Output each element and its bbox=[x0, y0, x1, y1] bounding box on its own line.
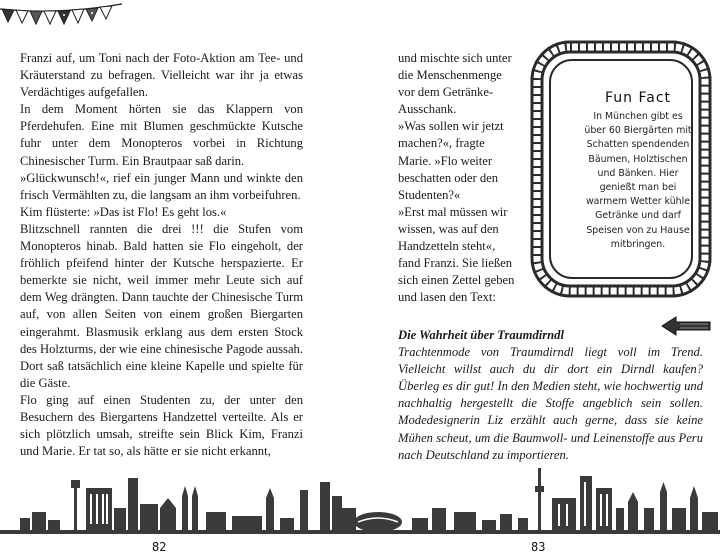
page-number-left: 82 bbox=[152, 540, 167, 554]
paragraph: »Glückwunsch!«, rief ein junger Mann und winkte den frisch Vermählten zu, die langsam an ihm vorbeifuhren. bbox=[20, 170, 303, 202]
paragraph: Franzi auf, um Toni nach der Foto-Aktion am Tee- und Kräuterstand zu befragen. Vielleicht war ihr ja etwas Verdächtiges aufgefallen. bbox=[20, 51, 303, 100]
fun-fact-title: Fun Fact bbox=[604, 90, 672, 106]
left-page-text bbox=[20, 50, 303, 460]
bunting-decoration bbox=[0, 0, 125, 28]
fun-fact-line: mitbringen. bbox=[610, 238, 666, 250]
article-heading: Die Wahrheit über Traumdirndl bbox=[398, 328, 564, 342]
paragraph: »Was sollen wir jetzt machen?«, fragte Marie. »Flo weiter beschatten oder den Studenten?« bbox=[398, 119, 504, 202]
fun-fact-line: warmem Wetter kühle bbox=[586, 196, 690, 208]
fun-fact-line: und Bänken. Hier bbox=[597, 167, 679, 179]
fun-fact-line: In München gibt es bbox=[593, 111, 683, 122]
right-page-text bbox=[398, 50, 518, 306]
paragraph: und mischte sich unter die Menschenmenge vor dem Getränke-Ausschank. bbox=[398, 51, 512, 117]
paragraph: Kim flüsterte: »Das ist Flo! Es geht los.« bbox=[20, 204, 227, 219]
fun-fact-line: Speisen von zu Hause bbox=[586, 224, 690, 236]
paragraph: In dem Moment hörten sie das Klappern von Pferdehufen. Eine mit Blumen geschmückte Kutsche fuhr unter dem Monopteros vorbei in Richtung Chinesischer Turm. Ein Brautpaar saß darin. bbox=[20, 102, 303, 168]
fun-fact-line: Schatten spendenden bbox=[586, 139, 690, 151]
munich-skyline-illustration bbox=[0, 468, 720, 540]
paragraph: Flo ging auf einen Studenten zu, der unter den Besuchern des Biergartens Handzettel verteilte. Als er sich plötzlich umsah, streifte sein Blick Kim, Franzi und Marie. Er tat so, als hätte er sie nicht erkannt, bbox=[20, 392, 303, 459]
handout-article bbox=[398, 327, 703, 464]
fun-fact-line: Getränke und darf bbox=[595, 210, 681, 222]
fun-fact-box bbox=[567, 90, 709, 252]
fun-fact-line: Bäumen, Holztischen bbox=[588, 153, 688, 165]
fun-fact-line: über 60 Biergärten mit bbox=[584, 125, 692, 137]
fun-fact-line: genießt man bei bbox=[599, 182, 677, 194]
article-body: Trachtenmode von Traumdirndl liegt voll im Trend. Vielleicht willst auch du dir dort ein Dirndl kaufen? Überleg es dir gut! In den Medien steht, wie hochwertig und nachhaltig hergestellt die Stoffe angeblich sein sollen. Modedesignerin Liz erzählt auch gerne, dass sie keine Mühen scheut, um die Baumwoll- und Leinenstoffe aus Peru nach Deutschland zu importieren. bbox=[398, 345, 703, 462]
page-number-right: 83 bbox=[531, 540, 546, 554]
paragraph: »Erst mal müssen wir wissen, was auf den Handzetteln steht«, fand Franzi. Sie ließen sich einen Zettel geben und lasen den Text: bbox=[398, 204, 515, 305]
paragraph: Blitzschnell rannten die drei !!! die Stufen vom Monopteros hinab. Bald hatten sie Flo eingeholt, der fröhlich pfeifend hinter der Kutsche herspazierte. Er bemerkte sie nicht, weil immer mehr Leute sich auf dem Weg drängten. Dann tauchte der Chinesische Turm auf, von allen Seiten von einem großen Biergarten eingerahmt. Blasmusik erklang aus dem ersten Stock des Holzturms, der wie eine chinesische Pagode aussah. Dort saß tatsächlich eine kleine Kapelle und spielte für die Gäste. bbox=[20, 221, 303, 390]
fun-fact-body bbox=[567, 110, 709, 252]
